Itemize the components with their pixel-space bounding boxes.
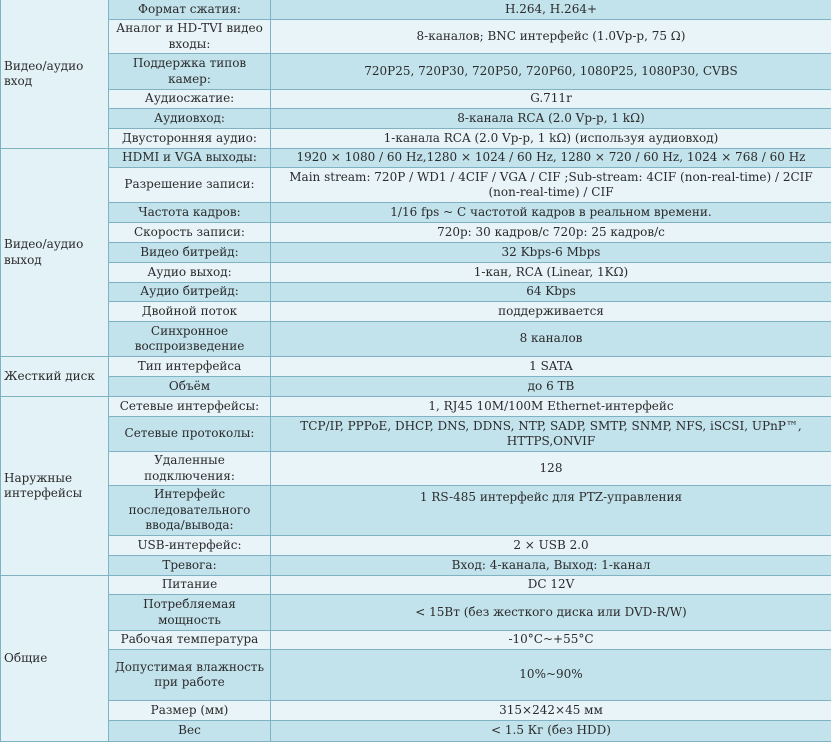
param-label: Аналог и HD-TVI видео входы: [109, 20, 271, 54]
param-value: H.264, H.264+ [271, 0, 831, 20]
param-value: DC 12V [271, 576, 831, 595]
group-label: Общие [1, 576, 109, 742]
param-label: HDMI и VGA выходы: [109, 149, 271, 168]
param-label: Вес [109, 721, 271, 742]
spec-row [1, 283, 831, 302]
spec-row [1, 243, 831, 263]
param-label: Сетевые протоколы: [109, 417, 271, 452]
param-label: Аудиовход: [109, 109, 271, 129]
param-value: 128 [271, 452, 831, 486]
param-label: Размер (мм) [109, 701, 271, 721]
param-value: < 1.5 Кг (без HDD) [271, 721, 831, 742]
spec-row [1, 357, 831, 377]
spec-row [1, 109, 831, 129]
spec-row [1, 20, 831, 54]
param-value: 8 каналов [271, 322, 831, 357]
spec-row [1, 536, 831, 556]
param-label: Потребляемая мощность [109, 595, 271, 631]
spec-row [1, 263, 831, 283]
param-label: Аудиосжатие: [109, 90, 271, 109]
param-label: Тип интерфейса [109, 357, 271, 377]
param-value: 1920 × 1080 / 60 Hz,1280 × 1024 / 60 Hz, 1280 × 720 / 60 Hz, 1024 × 768 / 60 Hz [271, 149, 831, 168]
param-value: 315×242×45 мм [271, 701, 831, 721]
param-value: 1, RJ45 10M/100M Ethernet-интерфейс [271, 397, 831, 417]
param-label: Объём [109, 377, 271, 397]
param-value: TCP/IP, PPPoE, DHCP, DNS, DDNS, NTP, SADP, SMTP, SNMP, NFS, iSCSI, UPnP™, HTTPS,ONVIF [271, 417, 831, 452]
spec-row [1, 452, 831, 486]
param-label: Рабочая температура [109, 631, 271, 650]
param-label: Двусторонняя аудио: [109, 129, 271, 149]
spec-row [1, 168, 831, 203]
param-value: 720p: 30 кадров/с 720p: 25 кадров/с [271, 223, 831, 243]
param-label: Частота кадров: [109, 203, 271, 223]
spec-row [1, 129, 831, 149]
param-value: 32 Kbps-6 Mbps [271, 243, 831, 263]
param-label: Скорость записи: [109, 223, 271, 243]
spec-row [1, 721, 831, 742]
spec-row [1, 149, 831, 168]
param-value: 1/16 fps ~ С частотой кадров в реальном времени. [271, 203, 831, 223]
spec-row [1, 556, 831, 576]
spec-row [1, 701, 831, 721]
param-label: USB-интерфейс: [109, 536, 271, 556]
spec-row [1, 595, 831, 631]
param-value: G.711r [271, 90, 831, 109]
spec-row [1, 377, 831, 397]
spec-row [1, 302, 831, 322]
spec-row [1, 54, 831, 90]
param-value: 8-каналов; BNC интерфейс (1.0Vp-p, 75 Ω) [271, 20, 831, 54]
param-value: 1 RS-485 интерфейс для PTZ-управления [271, 486, 831, 536]
group-label: Жесткий диск [1, 357, 109, 397]
param-value: 64 Kbps [271, 283, 831, 302]
param-value: 10%~90% [271, 650, 831, 701]
param-label: Питание [109, 576, 271, 595]
param-label: Формат сжатия: [109, 0, 271, 20]
spec-row [1, 631, 831, 650]
spec-row [1, 322, 831, 357]
spec-row [1, 90, 831, 109]
spec-row [1, 417, 831, 452]
param-value: Вход: 4-канала, Выход: 1-канал [271, 556, 831, 576]
spec-row [1, 486, 831, 536]
group-label: Видео/аудио выход [1, 149, 109, 357]
param-value: 2 × USB 2.0 [271, 536, 831, 556]
param-label: Сетевые интерфейсы: [109, 397, 271, 417]
group-label: Наружные интерфейсы [1, 397, 109, 576]
param-value: Main stream: 720P / WD1 / 4CIF / VGA / CIF ;Sub-stream: 4CIF (non-real-time) / 2CIF (non-real-time) / CIF [271, 168, 831, 203]
spec-row [1, 0, 831, 20]
param-label: Удаленные подключения: [109, 452, 271, 486]
param-label: Тревога: [109, 556, 271, 576]
param-label: Аудио битрейд: [109, 283, 271, 302]
param-label: Двойной поток [109, 302, 271, 322]
param-label: Интерфейс последовательного ввода/вывода: [109, 486, 271, 536]
param-value: 1-кан, RCA (Linear, 1KΩ) [271, 263, 831, 283]
spec-row [1, 650, 831, 701]
param-value: 720P25, 720P30, 720P50, 720P60, 1080P25, 1080P30, CVBS [271, 54, 831, 90]
param-value: поддерживается [271, 302, 831, 322]
param-label: Видео битрейд: [109, 243, 271, 263]
param-label: Поддержка типов камер: [109, 54, 271, 90]
param-label: Аудио выход: [109, 263, 271, 283]
group-label: Видео/аудио вход [1, 0, 109, 149]
param-label: Синхронное воспроизведение [109, 322, 271, 357]
spec-row [1, 576, 831, 595]
param-value: < 15Вт (без жесткого диска или DVD-R/W) [271, 595, 831, 631]
spec-row [1, 223, 831, 243]
param-label: Разрешение записи: [109, 168, 271, 203]
spec-row [1, 397, 831, 417]
param-value: 8-канала RCA (2.0 Vp-p, 1 kΩ) [271, 109, 831, 129]
param-value: 1-каналa RCA (2.0 Vp-p, 1 kΩ) (используя аудиовход) [271, 129, 831, 149]
spec-row [1, 203, 831, 223]
param-label: Допустимая влажность при работе [109, 650, 271, 701]
param-value: -10°C~+55°C [271, 631, 831, 650]
param-value: до 6 TB [271, 377, 831, 397]
param-value: 1 SATA [271, 357, 831, 377]
